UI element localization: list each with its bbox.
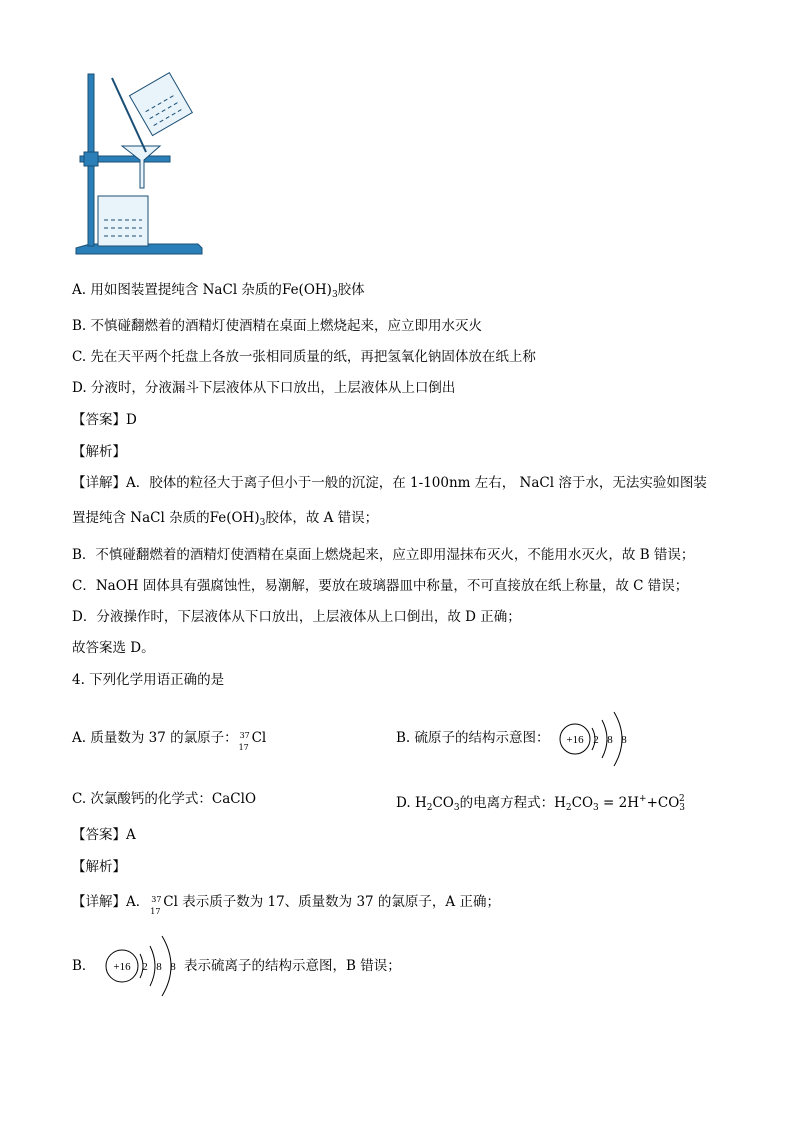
filtration-apparatus-figure [70,70,210,260]
ion-shell-2: 8 [156,961,162,973]
atom-shell-1: 2 [593,734,599,746]
q3-detail-a-line1: 【详解】A．胶体的粒径大于离子但小于一般的沉淀，在 1-100nm 左右， NaCl 溶于水，无法实验如图装 [72,475,707,491]
atom-nucleus-label: +16 [566,734,584,746]
ion-shell-3: 8 [170,961,176,973]
q3-option-b: B. 不慎碰翻燃着的酒精灯使酒精在桌面上燃烧起来，应立即用水灭火 [72,318,483,334]
ion-shell-1: 2 [142,961,148,973]
q4-option-c: C. 次氯酸钙的化学式：CaClO [72,791,257,807]
q3-analysis-label: 【解析】 [72,444,126,460]
q3-detail-a-line2: 置提纯含 NaCl 杂质的$Fe(OH)_3$胶体，故 A 错误； [72,510,379,528]
isotope-notation: 37 17 [238,730,250,752]
atom-shell-2: 8 [607,734,613,746]
ion-nucleus-label: +16 [113,961,131,973]
q3-detail-b: B．不慎碰翻燃着的酒精灯使酒精在桌面上燃烧起来，应立即用湿抹布灭火，不能用水灭火，故 B 错误； [72,547,695,563]
sulfide-ion-diagram [102,932,184,1000]
q3-option-c: C. 先在天平两个托盘上各放一张相同质量的纸，再把氢氧化钠固体放在纸上称 [72,349,536,365]
atom-shell-3: 8 [621,734,627,746]
q4-stem: 4. 下列化学用语正确的是 [72,672,225,688]
q3-detail-c: C．NaOH 固体具有强腐蚀性，易潮解，要放在玻璃器皿中称量，不可直接放在纸上称量，故 C 错误； [72,578,689,594]
q4-option-a: A. 质量数为 37 的氯原子： 37 17 Cl [72,730,267,752]
q4-detail-b-text: 表示硫离子的结构示意图，B 错误； [184,958,401,974]
q4-answer: 【答案】A [72,827,136,843]
sulfur-atom-diagram [558,706,638,772]
q3-detail-d: D．分液操作时，下层液体从下口放出，上层液体从上口倒出，故 D 正确； [72,609,521,625]
q3-option-a: A. 用如图装置提纯含 NaCl 杂质的$Fe(OH)_3$胶体 [72,282,365,300]
q3-option-d: D. 分液时，分液漏斗下层液体从下口放出，上层液体从上口倒出 [72,380,456,396]
q4-detail-a: 【详解】A． 37 17 Cl 表示质子数为 17、质量数为 37 的氯原子，A 正确； [72,894,500,916]
q4-option-d: D. $H_2CO_3$的电离方程式：$H_2CO_3 = 2H^++CO_3^2$ [396,794,686,813]
q3-answer: 【答案】D [72,412,137,428]
q4-analysis-label: 【解析】 [72,859,126,875]
q4-detail-b-prefix: B． [72,958,96,974]
q3-conclusion: 故答案选 D。 [72,640,155,656]
q4-option-b: B. 硫原子的结构示意图： [396,730,550,746]
isotope-notation: 37 17 [150,894,162,916]
